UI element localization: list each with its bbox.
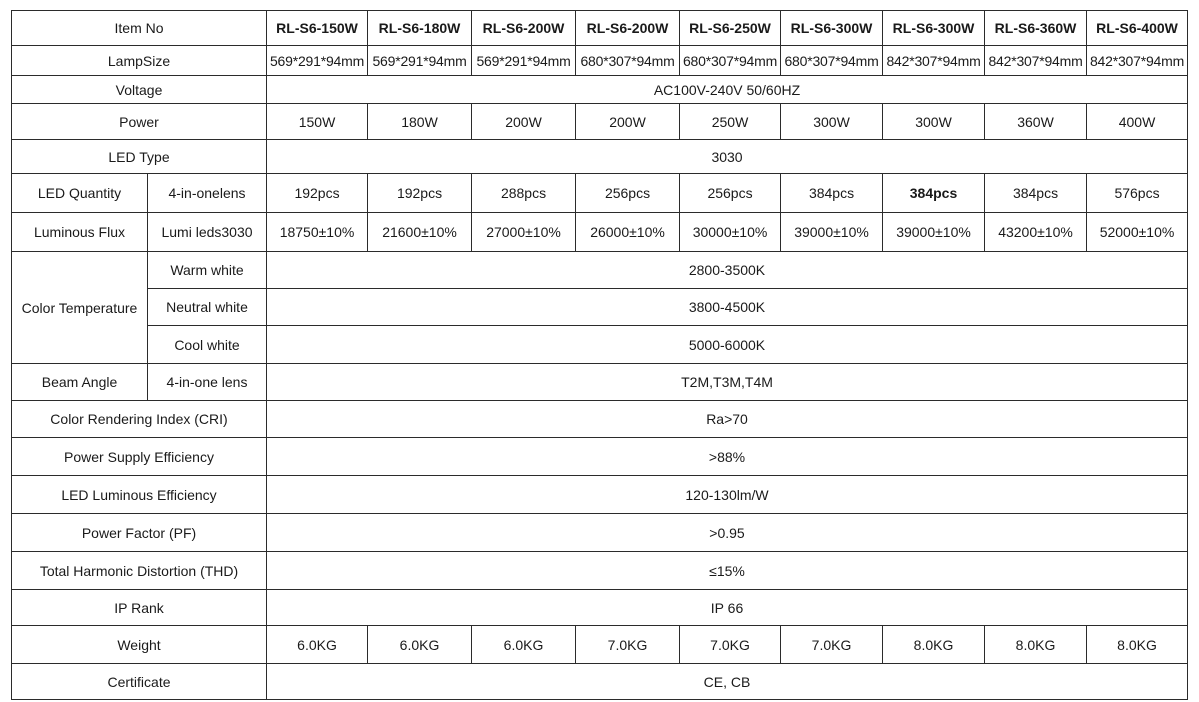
led-quantity-cell: 384pcs: [781, 174, 883, 213]
row-lamp-size: [12, 46, 1188, 76]
weight-cell: 6.0KG: [472, 626, 576, 664]
model-cell: RL-S6-400W: [1087, 11, 1188, 46]
color-temperature-label: Color Temperature: [12, 252, 148, 364]
luminous-flux-cell: 43200±10%: [985, 213, 1087, 252]
lamp-size-cell: 842*307*94mm: [1087, 46, 1188, 76]
row-color-temp-neutral: [12, 289, 1188, 326]
spec-table: [11, 10, 1188, 700]
luminous-flux-cell: 27000±10%: [472, 213, 576, 252]
led-type-value: 3030: [267, 140, 1188, 174]
lamp-size-cell: 680*307*94mm: [680, 46, 781, 76]
row-voltage: [12, 76, 1188, 104]
ip-rank-value: IP 66: [267, 590, 1188, 626]
power-supply-efficiency-label: Power Supply Efficiency: [12, 438, 267, 476]
power-cell: 400W: [1087, 104, 1188, 140]
led-quantity-cell: 288pcs: [472, 174, 576, 213]
beam-angle-label: Beam Angle: [12, 364, 148, 401]
ip-rank-label: IP Rank: [12, 590, 267, 626]
lamp-size-label: LampSize: [12, 46, 267, 76]
led-quantity-cell: 256pcs: [680, 174, 781, 213]
item-no-label: Item No: [12, 11, 267, 46]
lamp-size-cell: 680*307*94mm: [781, 46, 883, 76]
lamp-size-cell: 842*307*94mm: [883, 46, 985, 76]
weight-cell: 7.0KG: [680, 626, 781, 664]
luminous-flux-cell: 21600±10%: [368, 213, 472, 252]
power-factor-label: Power Factor (PF): [12, 514, 267, 552]
led-quantity-cell: 384pcs: [883, 174, 985, 213]
row-weight: [12, 626, 1188, 664]
lamp-size-cell: 680*307*94mm: [576, 46, 680, 76]
model-cell: RL-S6-360W: [985, 11, 1087, 46]
lamp-size-cell: 569*291*94mm: [368, 46, 472, 76]
weight-cell: 8.0KG: [883, 626, 985, 664]
model-cell: RL-S6-200W: [576, 11, 680, 46]
row-power-supply-efficiency: [12, 438, 1188, 476]
row-thd: [12, 552, 1188, 590]
luminous-flux-sublabel: Lumi leds3030: [148, 213, 267, 252]
led-quantity-sublabel: 4-in-onelens: [148, 174, 267, 213]
luminous-flux-cell: 39000±10%: [883, 213, 985, 252]
model-cell: RL-S6-200W: [472, 11, 576, 46]
luminous-flux-cell: 39000±10%: [781, 213, 883, 252]
model-cell: RL-S6-300W: [883, 11, 985, 46]
color-temp-value: 3800-4500K: [267, 289, 1188, 326]
lamp-size-cell: 569*291*94mm: [267, 46, 368, 76]
power-label: Power: [12, 104, 267, 140]
certificate-label: Certificate: [12, 664, 267, 700]
color-temp-sublabel: Cool white: [148, 326, 267, 364]
led-quantity-cell: 192pcs: [267, 174, 368, 213]
weight-cell: 7.0KG: [781, 626, 883, 664]
row-beam-angle: [12, 364, 1188, 401]
power-cell: 180W: [368, 104, 472, 140]
weight-cell: 8.0KG: [985, 626, 1087, 664]
led-quantity-cell: 384pcs: [985, 174, 1087, 213]
power-cell: 200W: [472, 104, 576, 140]
weight-cell: 6.0KG: [368, 626, 472, 664]
led-quantity-label: LED Quantity: [12, 174, 148, 213]
power-cell: 200W: [576, 104, 680, 140]
luminous-flux-cell: 18750±10%: [267, 213, 368, 252]
beam-angle-value: T2M,T3M,T4M: [267, 364, 1188, 401]
color-temp-value: 5000-6000K: [267, 326, 1188, 364]
lamp-size-cell: 842*307*94mm: [985, 46, 1087, 76]
thd-label: Total Harmonic Distortion (THD): [12, 552, 267, 590]
led-quantity-cell: 576pcs: [1087, 174, 1188, 213]
row-led-type: [12, 140, 1188, 174]
power-factor-value: >0.95: [267, 514, 1188, 552]
luminous-flux-cell: 30000±10%: [680, 213, 781, 252]
led-quantity-cell: 192pcs: [368, 174, 472, 213]
spec-sheet: [11, 10, 1188, 700]
voltage-value: AC100V-240V 50/60HZ: [267, 76, 1188, 104]
certificate-value: CE, CB: [267, 664, 1188, 700]
row-color-temp-warm: [12, 252, 1188, 289]
weight-cell: 7.0KG: [576, 626, 680, 664]
luminous-flux-label: Luminous Flux: [12, 213, 148, 252]
row-power-factor: [12, 514, 1188, 552]
luminous-flux-cell: 52000±10%: [1087, 213, 1188, 252]
row-luminous-flux: [12, 213, 1188, 252]
led-luminous-efficiency-value: 120-130lm/W: [267, 476, 1188, 514]
row-power: [12, 104, 1188, 140]
row-cri: [12, 401, 1188, 438]
row-color-temp-cool: [12, 326, 1188, 364]
luminous-flux-cell: 26000±10%: [576, 213, 680, 252]
model-cell: RL-S6-300W: [781, 11, 883, 46]
row-led-quantity: [12, 174, 1188, 213]
model-cell: RL-S6-150W: [267, 11, 368, 46]
power-cell: 300W: [883, 104, 985, 140]
power-cell: 250W: [680, 104, 781, 140]
row-led-luminous-efficiency: [12, 476, 1188, 514]
thd-value: ≤15%: [267, 552, 1188, 590]
power-supply-efficiency-value: >88%: [267, 438, 1188, 476]
led-luminous-efficiency-label: LED Luminous Efficiency: [12, 476, 267, 514]
color-temp-sublabel: Warm white: [148, 252, 267, 289]
row-ip-rank: [12, 590, 1188, 626]
voltage-label: Voltage: [12, 76, 267, 104]
weight-label: Weight: [12, 626, 267, 664]
lamp-size-cell: 569*291*94mm: [472, 46, 576, 76]
weight-cell: 6.0KG: [267, 626, 368, 664]
model-cell: RL-S6-180W: [368, 11, 472, 46]
color-temp-value: 2800-3500K: [267, 252, 1188, 289]
cri-label: Color Rendering Index (CRI): [12, 401, 267, 438]
beam-angle-sublabel: 4-in-one lens: [148, 364, 267, 401]
power-cell: 150W: [267, 104, 368, 140]
row-certificate: [12, 664, 1188, 700]
power-cell: 360W: [985, 104, 1087, 140]
color-temp-sublabel: Neutral white: [148, 289, 267, 326]
cri-value: Ra>70: [267, 401, 1188, 438]
led-type-label: LED Type: [12, 140, 267, 174]
led-quantity-cell: 256pcs: [576, 174, 680, 213]
model-cell: RL-S6-250W: [680, 11, 781, 46]
weight-cell: 8.0KG: [1087, 626, 1188, 664]
row-item-no: [12, 11, 1188, 46]
power-cell: 300W: [781, 104, 883, 140]
